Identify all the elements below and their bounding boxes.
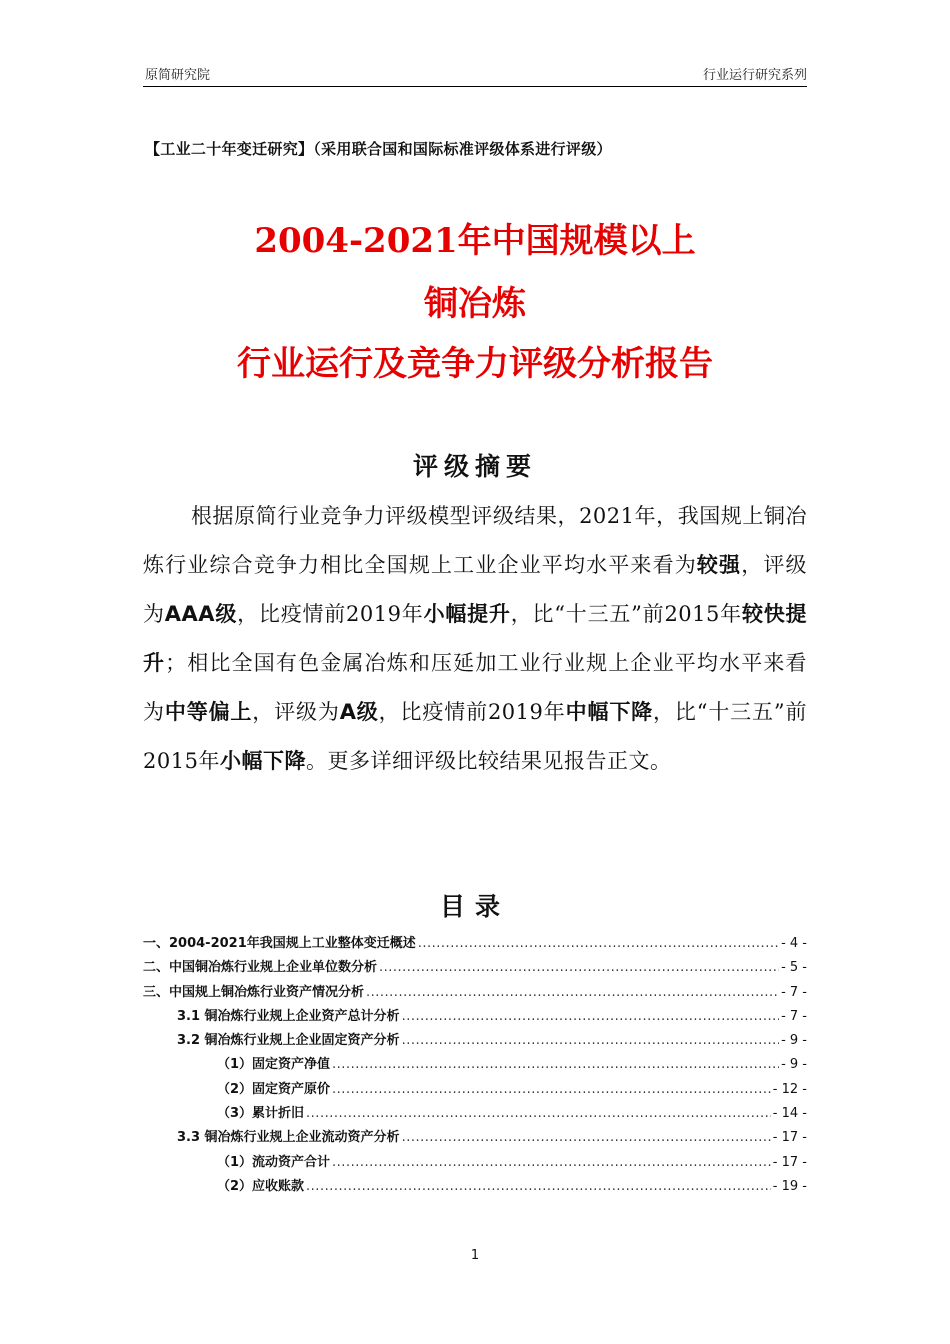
toc-entry-page: - 7 - — [781, 984, 807, 1000]
summary-text: ，比疫情前2019年 — [237, 602, 424, 626]
toc-entry-label: 一、2004-2021年我国规上工业整体变迁概述 — [143, 936, 416, 951]
toc-entry-label: 3.2 铜冶炼行业规上企业固定资产分析 — [177, 1033, 400, 1049]
toc-entry-label: 3.3 铜冶炼行业规上企业流动资产分析 — [177, 1130, 400, 1146]
toc-entry[interactable] — [143, 1102, 807, 1126]
header-org: 原简研究院 — [145, 68, 211, 83]
toc-leader-dots — [332, 1057, 779, 1072]
toc-leader-dots — [379, 960, 779, 975]
summary-emphasis: A级 — [339, 700, 379, 724]
toc-entry[interactable] — [143, 1029, 807, 1053]
toc-entry[interactable] — [143, 1053, 807, 1077]
toc-entry-page: - 14 - — [772, 1106, 807, 1122]
summary-text: ，比“十三五”前2015年 — [143, 700, 807, 773]
summary-text: ，比疫情前2019年 — [378, 700, 566, 724]
toc-leader-dots — [366, 985, 779, 1000]
toc-entry-label: （2）固定资产原价 — [217, 1081, 331, 1097]
header-divider — [143, 86, 807, 87]
summary-paragraph — [143, 492, 807, 786]
toc-entry-label: 二、中国铜冶炼行业规上企业单位数分析 — [143, 960, 378, 976]
toc-entry-page: - 4 - — [781, 936, 807, 951]
toc-entry-label: （2）应收账款 — [217, 1178, 305, 1194]
toc-leader-dots — [332, 1155, 771, 1170]
summary-text: ，评级为 — [143, 553, 808, 626]
toc-entry[interactable] — [143, 932, 807, 956]
summary-emphasis: 中幅下降 — [565, 700, 654, 724]
toc-entry-page: - 19 - — [772, 1178, 807, 1194]
report-title-line3: 行业运行及竞争力评级分析报告 — [237, 344, 713, 384]
toc-entry-label: 3.1 铜冶炼行业规上企业资产总计分析 — [177, 1008, 400, 1024]
toc-entry[interactable] — [143, 1078, 807, 1102]
summary-text: 。更多详细评级比较结果见报告正文。 — [305, 749, 672, 773]
summary-text: ；相比全国有色金属冶炼和压延加工业行业规上企业平均水平来看为 — [143, 651, 807, 724]
toc-entry-label: 三、中国规上铜冶炼行业资产情况分析 — [143, 984, 365, 1000]
report-title-line1: 2004-2021年中国规模以上 — [254, 221, 696, 261]
table-of-contents — [143, 932, 807, 1199]
summary-emphasis: 中等偏上 — [164, 700, 253, 724]
toc-entry[interactable] — [143, 1005, 807, 1029]
toc-entry-page: - 9 - — [781, 1033, 807, 1049]
summary-emphasis: 较快提升 — [143, 602, 808, 675]
toc-entry[interactable] — [143, 1175, 807, 1199]
toc-entry-label: （3）累计折旧 — [217, 1106, 305, 1122]
summary-emphasis: 小幅下降 — [219, 749, 306, 773]
toc-leader-dots — [306, 1106, 771, 1121]
toc-entry-page: - 17 - — [772, 1130, 807, 1146]
toc-entry-page: - 17 - — [772, 1154, 807, 1170]
summary-emphasis: AAA级 — [164, 602, 238, 626]
summary-emphasis: 小幅提升 — [423, 602, 511, 626]
summary-heading: 评级摘要 — [412, 452, 537, 481]
toc-entry[interactable] — [143, 981, 807, 1005]
toc-entry-page: - 5 - — [781, 960, 807, 976]
toc-entry[interactable] — [143, 1126, 807, 1150]
summary-text: ，评级为 — [252, 700, 340, 724]
toc-entry-page: - 12 - — [772, 1081, 807, 1097]
toc-leader-dots — [402, 1130, 771, 1145]
toc-heading: 目录 — [439, 892, 510, 921]
toc-leader-dots — [402, 1009, 780, 1024]
toc-entry[interactable] — [143, 1151, 807, 1175]
toc-leader-dots — [332, 1082, 771, 1097]
toc-leader-dots — [418, 936, 779, 951]
toc-entry-label: （1）流动资产合计 — [217, 1154, 331, 1170]
summary-text: ，比“十三五”前2015年 — [510, 602, 742, 626]
summary-text: 根据原简行业竞争力评级模型评级结果，2021年，我国规上铜冶炼行业综合竞争力相比全国规上工业企业平均水平来看为 — [143, 504, 807, 577]
page-number: 1 — [470, 1248, 480, 1263]
series-line: 【工业二十年变迁研究】（采用联合国和国际标准评级体系进行评级） — [145, 140, 612, 158]
header-series: 行业运行研究系列 — [702, 68, 807, 83]
toc-entry-page: - 9 - — [781, 1057, 807, 1073]
summary-emphasis: 较强 — [696, 553, 742, 577]
report-title-line2: 铜冶炼 — [424, 284, 526, 324]
toc-entry-label: （1）固定资产净值 — [217, 1057, 331, 1073]
toc-entry[interactable] — [143, 956, 807, 980]
toc-leader-dots — [306, 1179, 771, 1194]
toc-leader-dots — [402, 1033, 780, 1048]
toc-entry-page: - 7 - — [781, 1008, 807, 1024]
